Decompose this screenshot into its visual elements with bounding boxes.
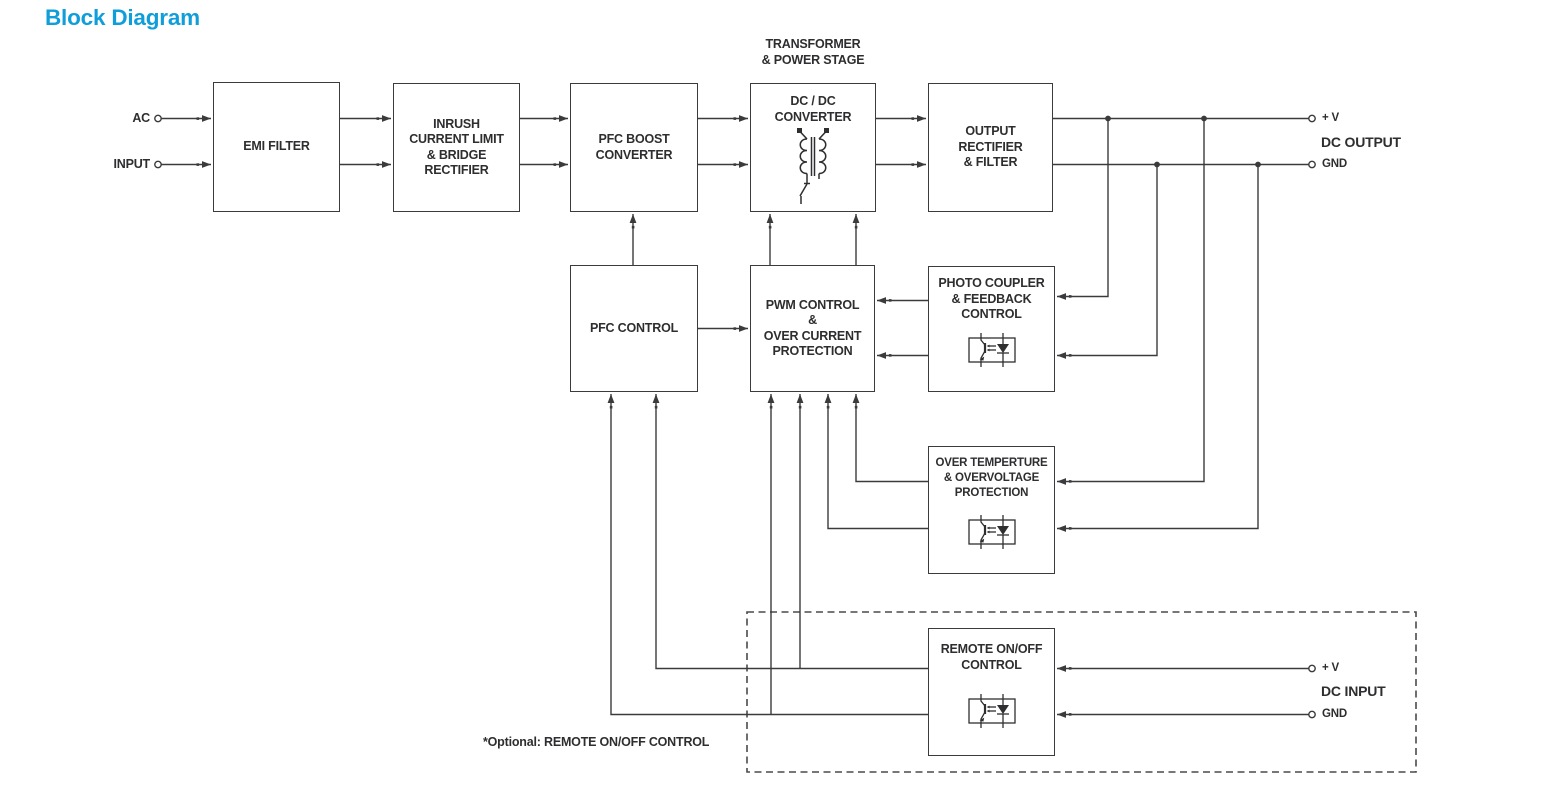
- optocoupler-icon: [961, 332, 1023, 368]
- ac-label: AC: [132, 111, 150, 125]
- page-title: Block Diagram: [45, 5, 200, 30]
- ac-terminal: [155, 115, 161, 121]
- block-emi-filter: EMI FILTER: [213, 82, 340, 212]
- ac-input-terminal: [155, 161, 161, 167]
- ac-input-label: INPUT: [113, 157, 150, 171]
- dc-output-label: DC OUTPUT: [1321, 134, 1401, 150]
- optocoupler-icon: [961, 693, 1023, 729]
- optocoupler-icon: [961, 514, 1023, 550]
- block-photo-coupler-feedback: PHOTO COUPLER & FEEDBACK CONTROL: [928, 266, 1055, 392]
- block-pfc-boost-converter: PFC BOOST CONVERTER: [570, 83, 698, 212]
- block-output-rectifier-filter: OUTPUT RECTIFIER & FILTER: [928, 83, 1053, 212]
- block-pwm-control-ocp: PWM CONTROL & OVER CURRENT PROTECTION: [750, 265, 875, 392]
- block-over-temp-overvoltage: OVER TEMPERTURE & OVERVOLTAGE PROTECTION: [928, 446, 1055, 574]
- transformer-power-stage-label: TRANSFORMER & POWER STAGE: [761, 37, 865, 67]
- dc-output-plus-label: + V: [1322, 112, 1339, 124]
- dc-input-plus-label: + V: [1322, 662, 1339, 674]
- block-pfc-control: PFC CONTROL: [570, 265, 698, 392]
- dc-output-gnd-label: GND: [1322, 158, 1347, 170]
- dc-input-gnd-label: GND: [1322, 708, 1347, 720]
- junction-dots: [1105, 116, 1261, 168]
- optional-note: *Optional: REMOTE ON/OFF CONTROL: [483, 735, 710, 749]
- dc-input-plus-terminal: [1309, 665, 1315, 671]
- dc-input-gnd-terminal: [1309, 711, 1315, 717]
- block-remote-on-off-control: REMOTE ON/OFF CONTROL: [928, 628, 1055, 756]
- block-dcdc-converter: DC / DC CONVERTER: [750, 83, 876, 212]
- dc-input-label: DC INPUT: [1321, 683, 1386, 699]
- block-inrush-bridge-rectifier: INRUSH CURRENT LIMIT & BRIDGE RECTIFIER: [393, 83, 520, 212]
- transformer-icon: [789, 126, 837, 206]
- dc-output-gnd-terminal: [1309, 161, 1315, 167]
- optional-region-dashed-border: [747, 612, 1416, 772]
- dc-output-plus-terminal: [1309, 115, 1315, 121]
